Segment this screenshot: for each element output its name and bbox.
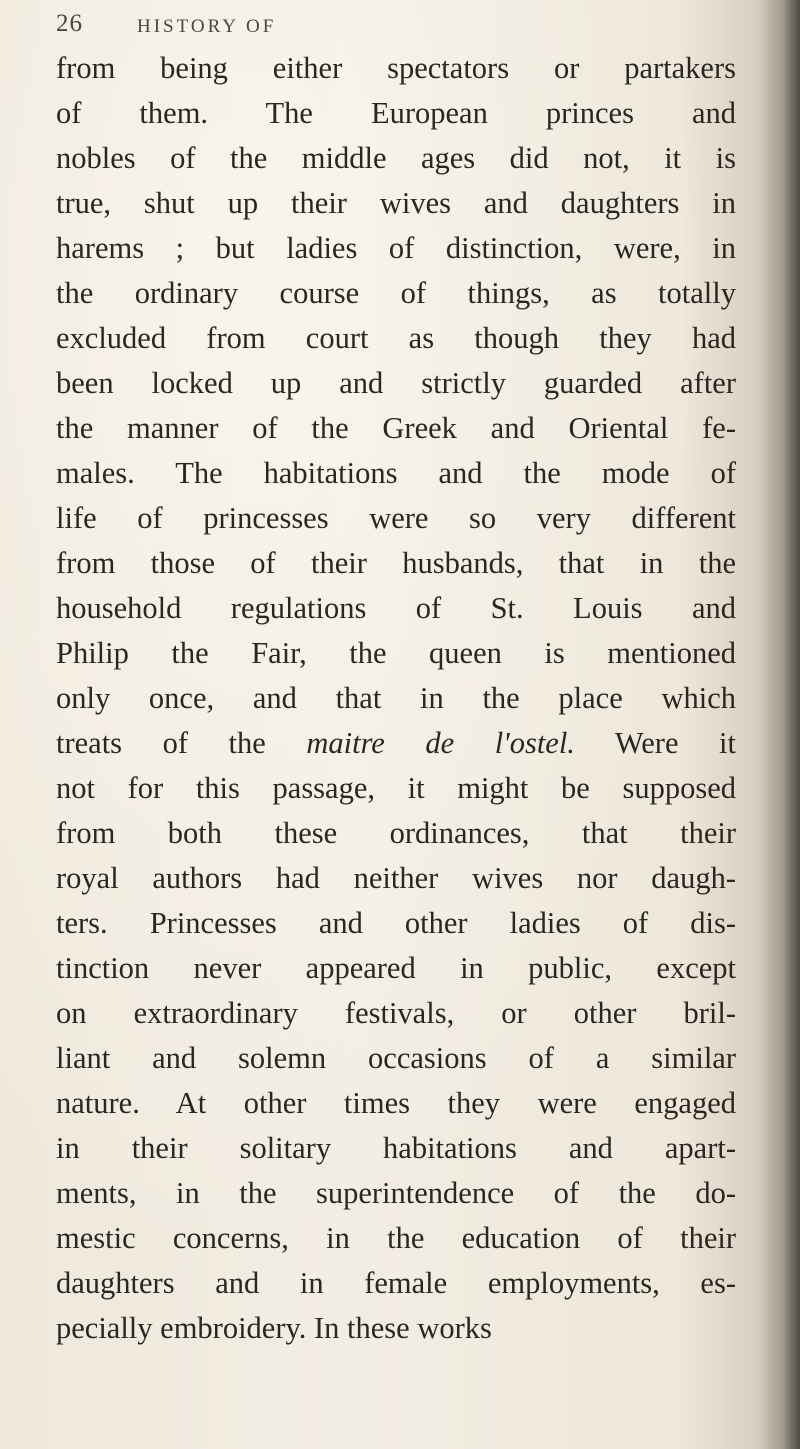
text-line: males. The habitations and the mode of [56, 456, 736, 490]
text-line: daughters and in female employments, es- [56, 1266, 736, 1300]
text-line: royal authors had neither wives nor daugh- [56, 861, 736, 895]
text-line: from those of their husbands, that in the [56, 546, 736, 580]
text-line: ters. Princesses and other ladies of dis- [56, 906, 736, 940]
text-line: the manner of the Greek and Oriental fe- [56, 411, 736, 445]
text-line: the ordinary course of things, as totally [56, 276, 736, 310]
text-line: of them. The European princes and [56, 96, 736, 130]
running-head-title: HISTORY OF [137, 16, 277, 37]
text-line: on extraordinary festivals, or other bril- [56, 996, 736, 1030]
text-line: life of princesses were so very different [56, 501, 736, 535]
text-line: true, shut up their wives and daughters in [56, 186, 736, 220]
text-line: not for this passage, it might be supposed [56, 771, 736, 805]
text-line: mestic concerns, in the education of their [56, 1221, 736, 1255]
italic-phrase: maitre de l'ostel. [306, 726, 575, 760]
text-line: nature. At other times they were engaged [56, 1086, 736, 1120]
text-line: nobles of the middle ages did not, it is [56, 141, 736, 175]
text-line: ments, in the superintendence of the do- [56, 1176, 736, 1210]
body-text [56, 46, 736, 1351]
text-line: household regulations of St. Louis and [56, 591, 736, 625]
text-line: from both these ordinances, that their [56, 816, 736, 850]
page-number: 26 [56, 10, 83, 37]
text-line: been locked up and strictly guarded after [56, 366, 736, 400]
text-fragment: treats of the [56, 726, 307, 760]
text-line-with-italic [56, 721, 736, 766]
text-line: Philip the Fair, the queen is mentioned [56, 636, 736, 670]
text-line: in their solitary habitations and apart- [56, 1131, 736, 1165]
running-head [56, 10, 756, 50]
text-line: from being either spectators or partakers [56, 51, 736, 85]
text-line: only once, and that in the place which [56, 681, 736, 715]
text-line: excluded from court as though they had [56, 321, 736, 355]
text-fragment: Were it [574, 726, 736, 760]
text-line: liant and solemn occasions of a similar [56, 1041, 736, 1075]
text-line: pecially embroidery. In these works [56, 1311, 492, 1345]
text-line: harems ; but ladies of distinction, were, in [56, 231, 736, 265]
page-edge-shadow [760, 0, 800, 1449]
text-line: tinction never appeared in public, except [56, 951, 736, 985]
